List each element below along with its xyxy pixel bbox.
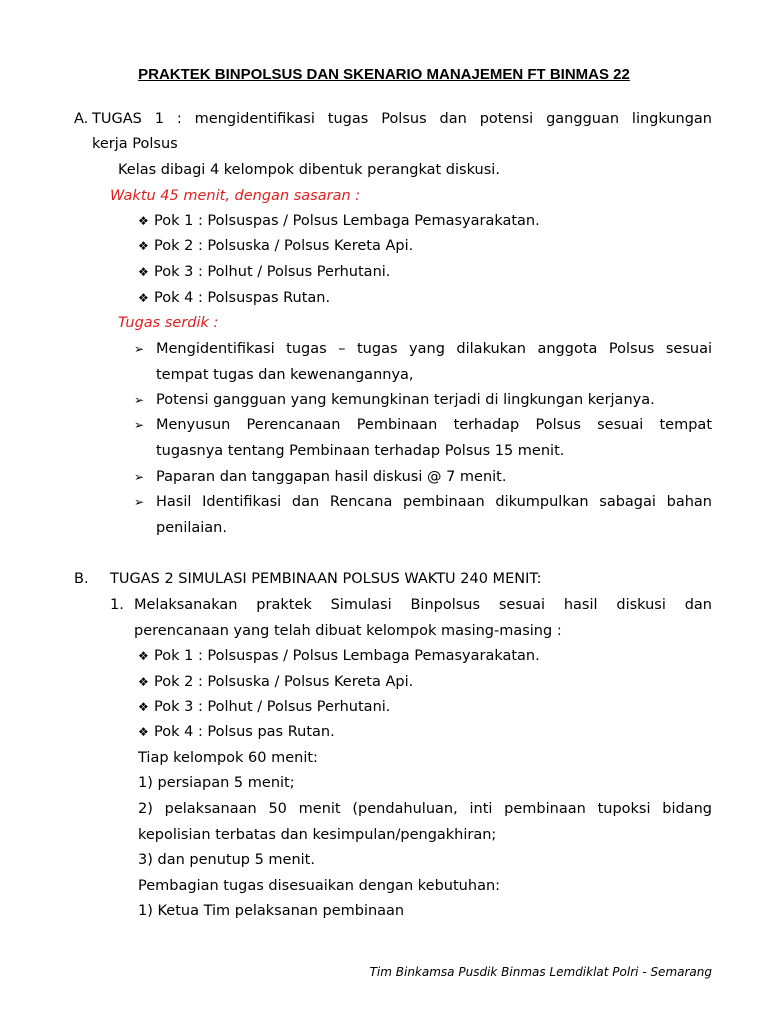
role-1: 1) Ketua Tim pelaksanan pembinaan bbox=[138, 903, 405, 919]
section-b-heading: TUGAS 2 SIMULASI PEMBINAAN POLSUS WAKTU 240 MENIT: bbox=[110, 571, 542, 587]
step-3: 3) dan penutup 5 menit. bbox=[138, 852, 315, 868]
serdik-item-line1: Mengidentifikasi tugas – tugas yang dilakukan anggota Polsus sesuai bbox=[156, 341, 712, 357]
waktu-text: Waktu 45 menit, dengan sasaran : bbox=[110, 188, 361, 204]
diamond-bullet-icon: ❖ bbox=[138, 239, 149, 253]
diamond-bullet-icon: ❖ bbox=[138, 675, 149, 689]
section-a-heading-line2: kerja Polsus bbox=[92, 136, 178, 152]
tiap-text: Tiap kelompok 60 menit: bbox=[138, 750, 318, 766]
list-item bbox=[138, 697, 390, 717]
serdik-item-line2: tugasnya tentang Pembinaan terhadap Polsus 15 menit. bbox=[156, 443, 565, 459]
pok-label: Pok 2 : Polsuska / Polsus Kereta Api. bbox=[154, 674, 414, 690]
pok-label: Pok 4 : Polsuspas Rutan. bbox=[154, 290, 331, 306]
diamond-bullet-icon: ❖ bbox=[138, 649, 149, 663]
pembagian-text: Pembagian tugas disesuaikan dengan kebutuhan: bbox=[138, 878, 501, 894]
pok-label: Pok 4 : Polsus pas Rutan. bbox=[154, 724, 335, 740]
arrow-bullet-icon: ➢ bbox=[134, 495, 145, 509]
serdik-item-line1: Paparan dan tanggapan hasil diskusi @ 7 menit. bbox=[156, 469, 507, 485]
serdik-item-line2: penilaian. bbox=[156, 520, 227, 536]
serdik-item-line1: Potensi gangguan yang kemungkinan terjadi di lingkungan kerjanya. bbox=[156, 392, 655, 408]
item1-line2: perencanaan yang telah dibuat kelompok masing-masing : bbox=[134, 623, 562, 639]
step-2-line2: kepolisian terbatas dan kesimpulan/pengakhiran; bbox=[138, 827, 497, 843]
list-item bbox=[138, 288, 330, 308]
section-a-label: A. bbox=[74, 111, 89, 127]
section-a-heading-line1: TUGAS 1 : mengidentifikasi tugas Polsus dan potensi gangguan lingkungan bbox=[92, 111, 712, 127]
step-1: 1) persiapan 5 menit; bbox=[138, 775, 295, 791]
list-item bbox=[138, 262, 390, 282]
step-2-line1: 2) pelaksanaan 50 menit (pendahuluan, inti pembinaan tupoksi bidang bbox=[138, 801, 712, 817]
item1-number: 1. bbox=[110, 597, 124, 613]
tugas-serdik-text: Tugas serdik : bbox=[118, 315, 219, 331]
pok-label: Pok 2 : Polsuska / Polsus Kereta Api. bbox=[154, 238, 414, 254]
list-item bbox=[138, 211, 540, 231]
list-item bbox=[138, 646, 540, 666]
arrow-bullet-icon: ➢ bbox=[134, 418, 145, 432]
arrow-bullet-icon: ➢ bbox=[134, 470, 145, 484]
diamond-bullet-icon: ❖ bbox=[138, 725, 149, 739]
pok-label: Pok 3 : Polhut / Polsus Perhutani. bbox=[154, 264, 391, 280]
arrow-bullet-icon: ➢ bbox=[134, 393, 145, 407]
pok-label: Pok 3 : Polhut / Polsus Perhutani. bbox=[154, 699, 391, 715]
pok-label: Pok 1 : Polsuspas / Polsus Lembaga Pemasyarakatan. bbox=[154, 213, 540, 229]
footer-text: Tim Binkamsa Pusdik Binmas Lemdiklat Polri - Semarang bbox=[369, 965, 712, 979]
list-item bbox=[138, 722, 335, 742]
serdik-item-line1: Menyusun Perencanaan Pembinaan terhadap Polsus sesuai tempat bbox=[156, 417, 712, 433]
arrow-bullet-icon: ➢ bbox=[134, 342, 145, 356]
item1-line1: Melaksanakan praktek Simulasi Binpolsus sesuai hasil diskusi dan bbox=[134, 597, 712, 613]
kelas-text: Kelas dibagi 4 kelompok dibentuk perangkat diskusi. bbox=[118, 162, 500, 178]
pok-label: Pok 1 : Polsuspas / Polsus Lembaga Pemasyarakatan. bbox=[154, 648, 540, 664]
section-b-label: B. bbox=[74, 571, 89, 587]
serdik-item-line1: Hasil Identifikasi dan Rencana pembinaan dikumpulkan sabagai bahan bbox=[156, 494, 712, 510]
list-item bbox=[138, 236, 413, 256]
list-item bbox=[138, 672, 413, 692]
diamond-bullet-icon: ❖ bbox=[138, 291, 149, 305]
diamond-bullet-icon: ❖ bbox=[138, 265, 149, 279]
page-title: PRAKTEK BINPOLSUS DAN SKENARIO MANAJEMEN FT BINMAS 22 bbox=[138, 66, 630, 83]
diamond-bullet-icon: ❖ bbox=[138, 700, 149, 714]
diamond-bullet-icon: ❖ bbox=[138, 214, 149, 228]
serdik-item-line2: tempat tugas dan kewenangannya, bbox=[156, 367, 414, 383]
